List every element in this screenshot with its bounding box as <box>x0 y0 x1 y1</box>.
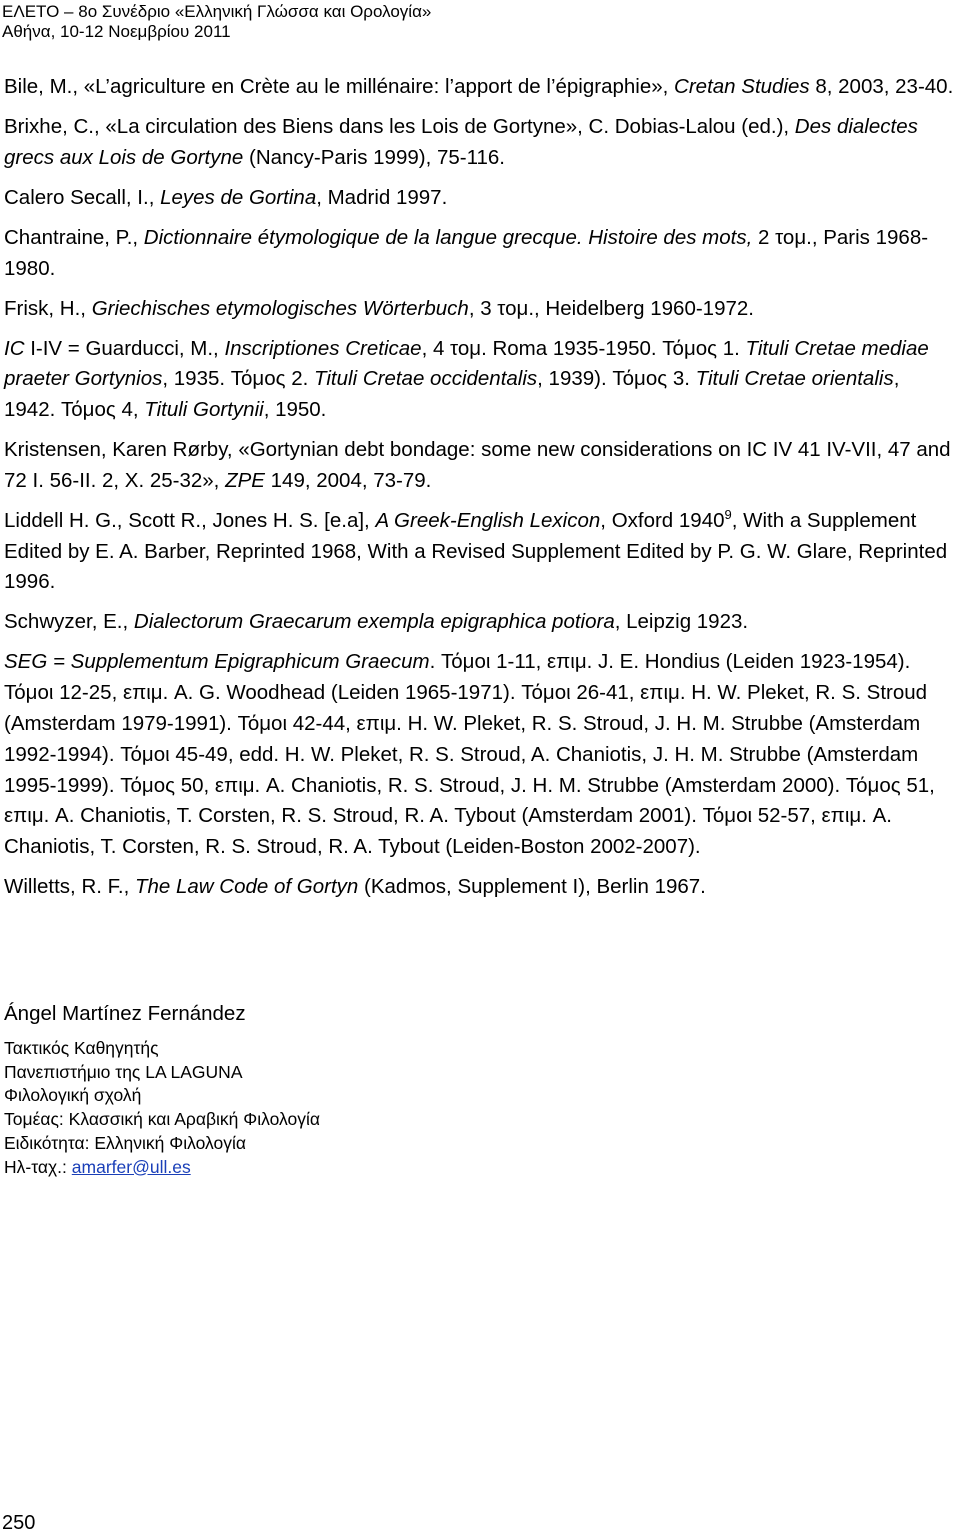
reference-entry <box>4 647 954 863</box>
reference-italic-title: Inscriptiones Creticae <box>224 336 422 360</box>
email-link[interactable]: amarfer@ull.es <box>71 1156 191 1177</box>
author-name: Ángel Martínez Fernández <box>4 1002 246 1025</box>
reference-text: (Kadmos, Supplement I), Berlin 1967. <box>358 875 706 899</box>
reference-entry <box>4 294 954 325</box>
reference-italic-title: Dialectorum Graecarum exempla epigraphica potiora <box>133 610 615 634</box>
reference-text: 2 τομ., Paris 1968-1980. <box>4 225 929 280</box>
author-affiliation <box>4 1037 320 1179</box>
author-email-line <box>4 1156 320 1180</box>
author-university: Πανεπιστήμιο της LA LAGUNA <box>4 1061 243 1082</box>
reference-text: , 1939). Τόμος 3. <box>537 367 696 391</box>
reference-text: (Nancy-Paris 1999), 75-116. <box>243 145 505 169</box>
reference-italic-title: IC <box>4 336 25 360</box>
reference-italic-title: A Greek-English Lexicon <box>375 508 601 532</box>
reference-text: 8, 2003, 23-40. <box>809 75 954 98</box>
reference-text: Willetts, R. F., <box>4 875 135 899</box>
author-department: Τομέας: Κλασσική και Αραβική Φιλολογία <box>4 1109 320 1130</box>
reference-entry <box>4 607 954 638</box>
reference-text: , 4 τομ. Roma 1935-1950. Τόμος 1. <box>421 336 746 360</box>
author-title: Τακτικός Καθηγητής <box>4 1038 159 1058</box>
reference-text: Chantraine, P., <box>4 225 144 249</box>
reference-entry <box>4 112 954 174</box>
reference-italic-title: Cretan Studies <box>674 75 810 98</box>
reference-italic-title: Griechisches etymologisches Wörterbuch <box>91 296 469 320</box>
header-conference-title: ΕΛΕΤΟ – 8ο Συνέδριο «Ελληνική Γλώσσα και Ορολογία» <box>2 2 432 21</box>
reference-entry <box>4 334 954 426</box>
reference-text: , 1950. <box>263 398 327 422</box>
reference-text: . Τόμοι 1-11, επιμ. J. E. Hondius (Leiden 1923-1954). Τόμοι 12-25, επιμ. A. G. Woodhead (Leiden 1965-1971). Τόμοι 26-41, επιμ. H. W. Pleket, R. S. Stroud (Amsterdam 1979-1991). Τόμοι 42-44, επιμ. H. W. Pleket, R. S. Stroud, J. H. M. Strubbe (Amsterdam 1992-1994). Τόμοι 45-49, edd. H. W. Pleket, R. S. Stroud, A. Chaniotis, J. H. M. Strubbe (Amsterdam 1995-1999). Τόμος 50, επιμ. A. Chaniotis, R. S. Stroud, J. H. M. Strubbe (Amsterdam 2000). Τόμος 51, επιμ. A. Chaniotis, T. Corsten, R. S. Stroud, R. A. Tybout (Amsterdam 2001). Τόμοι 52-57, επιμ. A. Chaniotis, T. Corsten, R. S. Stroud, R. A. Tybout (Leiden-Boston 2002-2007). <box>4 650 935 859</box>
reference-text: , 1942. Τόμος 4, <box>4 367 900 422</box>
reference-text: Frisk, H., <box>4 296 92 320</box>
reference-text: Kristensen, Karen Rørby, «Gortynian debt bondage: some new considerations on IC IV 41 IV-VII, 47 and 72 I. 56-II. 2, X. 25-32», <box>4 438 951 492</box>
reference-italic-title: Dictionnaire étymologique de la langue grecque. Histoire des mots, <box>143 225 753 249</box>
reference-text: I-IV = Guarducci, M., <box>24 336 225 360</box>
reference-italic-title: SEG = Supplementum Epigraphicum Graecum <box>4 650 430 674</box>
bibliography-list <box>4 72 954 912</box>
reference-italic-title: Tituli Cretae occidentalis <box>314 367 538 391</box>
reference-italic-title: Des dialectes grecs aux Lois de Gortyne <box>4 114 918 169</box>
reference-italic-title: Tituli Cretae orientalis <box>695 367 894 391</box>
page-number: 250 <box>2 1512 36 1534</box>
reference-text: , Leipzig 1923. <box>614 610 749 634</box>
reference-entry <box>4 223 954 285</box>
author-faculty: Φιλολογική σχολή <box>4 1085 142 1106</box>
reference-italic-title: The Law Code of Gortyn <box>134 875 359 899</box>
reference-text: , With a Supplement Edited by E. A. Barber, Reprinted 1968, With a Revised Supplement Edited by P. G. W. Glare, Reprinted 1996. <box>4 508 948 594</box>
reference-italic-title: Tituli Cretae mediae praeter Gortynios <box>4 336 929 391</box>
reference-text: Schwyzer, E., <box>4 610 134 634</box>
reference-italic-title: Leyes de Gortina <box>160 185 317 209</box>
reference-text: Brixhe, C., «La circulation des Biens dans les Lois de Gortyne», C. Dobias-Lalou (ed.), <box>4 114 795 138</box>
reference-entry <box>4 72 954 103</box>
running-header <box>2 2 431 42</box>
reference-entry <box>4 506 954 598</box>
author-specialty: Ειδικότητα: Ελληνική Φιλολογία <box>4 1132 246 1153</box>
header-conference-date: Αθήνα, 10-12 Νοεμβρίου 2011 <box>2 22 231 41</box>
reference-text: , 3 τομ., Heidelberg 1960-1972. <box>468 296 754 320</box>
reference-text: , Madrid 1997. <box>316 185 448 209</box>
reference-text: Calero Secall, I., <box>4 185 161 209</box>
reference-text: 149, 2004, 73-79. <box>264 468 432 492</box>
reference-italic-title: Tituli Gortynii <box>144 398 264 422</box>
reference-text: Bile, M., «L’agriculture en Crète au le millénaire: l’apport de l’épigraphie», <box>4 75 675 98</box>
reference-text: Liddell H. G., Scott R., Jones H. S. [e.a], <box>4 508 376 532</box>
reference-entry <box>4 435 954 497</box>
reference-entry <box>4 872 954 903</box>
email-label: Ηλ-ταχ.: <box>4 1156 72 1177</box>
reference-entry <box>4 183 954 214</box>
reference-text: , 1935. Τόμος 2. <box>162 367 315 391</box>
reference-italic-title: ZPE <box>225 468 265 492</box>
reference-superscript: 9 <box>724 507 732 523</box>
reference-text: , Oxford 1940 <box>600 508 725 532</box>
